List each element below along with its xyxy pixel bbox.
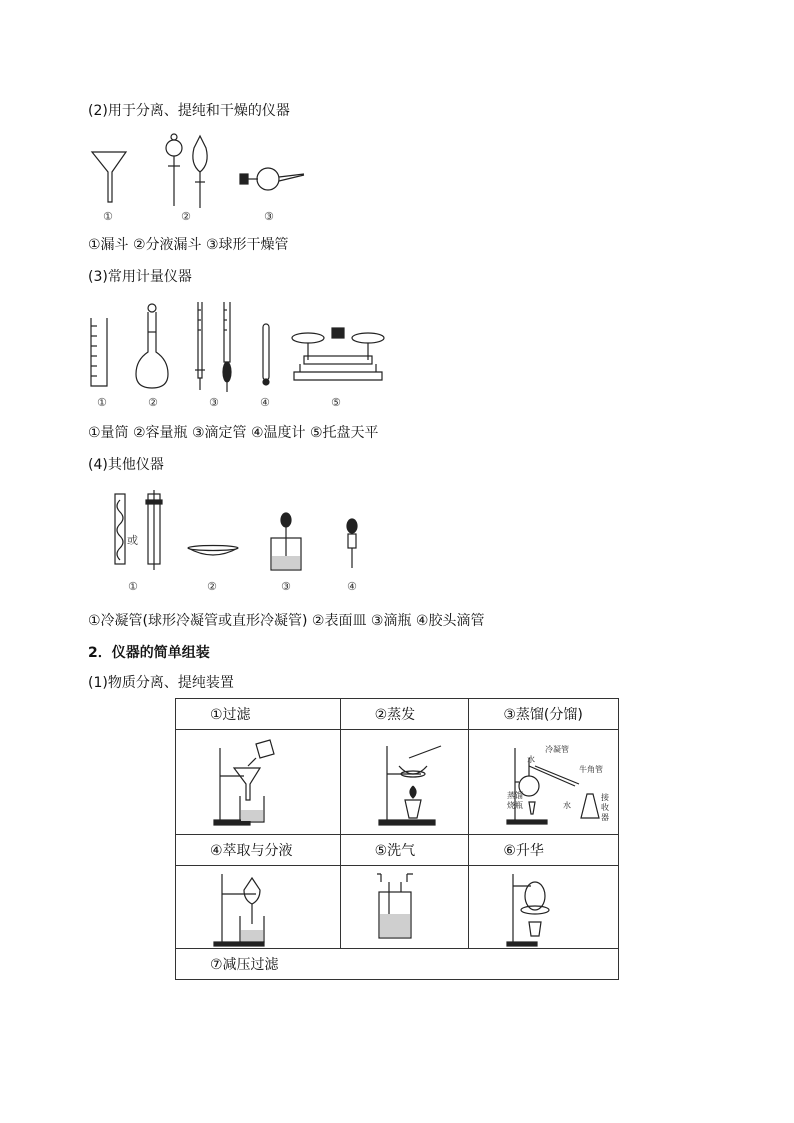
figure-label-1: ① — [103, 210, 113, 223]
figure-label-1: ① — [128, 580, 138, 593]
distillation-apparatus — [505, 738, 615, 828]
sublimation-apparatus — [505, 870, 565, 948]
figure-label-4: ④ — [260, 396, 270, 409]
figure-label-1: ① — [97, 396, 107, 409]
filtration-figure-cell — [176, 730, 341, 835]
section-2-title: (2)用于分离、提纯和干燥的仪器 — [88, 103, 290, 119]
extraction-figure-cell — [176, 866, 341, 949]
burette-figure — [192, 300, 242, 394]
funnel-figure — [90, 150, 130, 210]
figure-label-3: ③ — [281, 580, 291, 593]
cell-sublimation: ⑥升华 — [469, 835, 619, 866]
distillation-label: 烧瓶 — [507, 801, 524, 810]
section-2-caption: ①漏斗 ②分液漏斗 ③球形干燥管 — [88, 237, 289, 253]
distillation-label: 接 — [601, 793, 610, 802]
distillation-label: 器 — [601, 813, 610, 822]
distillation-label: 收 — [601, 803, 610, 812]
figure-label-2: ② — [207, 580, 217, 593]
apparatus-table — [175, 698, 619, 980]
cell-vacuum-filtration: ⑦减压过滤 — [176, 949, 619, 980]
section-4-title: (4)其他仪器 — [88, 457, 164, 473]
part-2-title: 2．仪器的简单组装 — [88, 645, 210, 661]
condenser-figure — [110, 490, 168, 570]
watch-glass-figure — [186, 544, 240, 560]
cell-distillation: ③蒸馏(分馏) — [469, 699, 619, 730]
dropper-figure — [345, 518, 359, 570]
cell-extraction: ④萃取与分液 — [176, 835, 341, 866]
thermometer-figure — [260, 322, 272, 388]
distillation-label: 蒸馏 — [507, 791, 524, 800]
distillation-label: 水 — [527, 755, 536, 764]
graduated-cylinder-figure — [88, 316, 112, 390]
evaporation-figure-cell — [340, 730, 469, 835]
distillation-label: 冷凝管 — [545, 745, 570, 754]
cell-filtration: ①过滤 — [176, 699, 341, 730]
distillation-figure-cell — [469, 730, 619, 835]
figure-label-2: ② — [148, 396, 158, 409]
cell-gas-washing: ⑤洗气 — [340, 835, 469, 866]
section-3-caption: ①量筒 ②容量瓶 ③滴定管 ④温度计 ⑤托盘天平 — [88, 425, 379, 441]
section-4-caption: ①冷凝管(球形冷凝管或直形冷凝管) ②表面皿 ③滴瓶 ④胶头滴管 — [88, 613, 485, 629]
volumetric-flask-figure — [132, 302, 172, 392]
figure-label-3: ③ — [209, 396, 219, 409]
balance-figure — [290, 324, 386, 386]
distillation-label: 水 — [563, 801, 572, 810]
evaporation-apparatus — [377, 738, 447, 828]
cell-evaporation: ②蒸发 — [340, 699, 469, 730]
sublimation-figure-cell — [469, 866, 619, 949]
dropper-bottle-figure — [268, 512, 304, 574]
filtration-apparatus — [212, 738, 292, 828]
part-2-subtitle: (1)物质分离、提纯装置 — [88, 675, 234, 691]
section-3-title: (3)常用计量仪器 — [88, 269, 192, 285]
gas-washing-bottle — [377, 872, 417, 946]
figure-label-3: ③ — [264, 210, 274, 223]
gas-washing-figure-cell — [340, 866, 469, 949]
figure-label-5: ⑤ — [331, 396, 341, 409]
distillation-label: 牛角管 — [579, 765, 604, 774]
separatory-funnel-figure — [162, 132, 212, 212]
or-label: 或 — [127, 534, 138, 547]
figure-label-4: ④ — [347, 580, 357, 593]
drying-tube-figure — [238, 164, 308, 194]
figure-label-2: ② — [181, 210, 191, 223]
extraction-apparatus — [212, 870, 282, 948]
